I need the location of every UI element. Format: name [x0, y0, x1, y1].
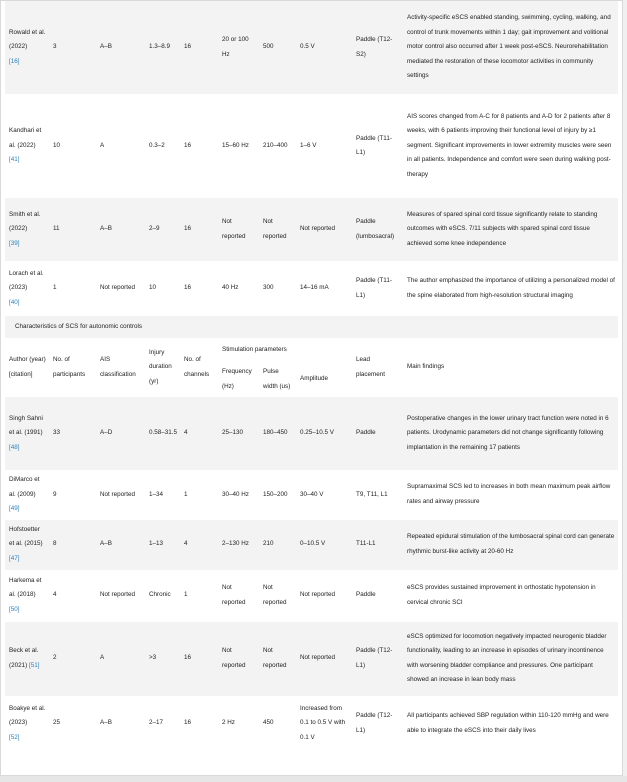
cell-participants: 25 [49, 696, 96, 752]
header-ais: AIS classification [96, 338, 145, 397]
cell-findings: The author emphasized the importance of utilizing a personalized model of the spine elaborated from high-resolution structural imaging [403, 261, 618, 316]
cell-author: Boakye et al. (2023) [52] [5, 696, 49, 752]
cell-ais: A–D [96, 397, 145, 470]
cell-amplitude: Not reported [296, 570, 352, 622]
cell-lead: Paddle (T12-S2) [352, 1, 403, 94]
cell-amplitude: 0.5 V [296, 1, 352, 94]
cell-amplitude: Increased from 0.1 to 0.5 V with 0.1 V [296, 696, 352, 752]
cell-participants: 2 [49, 622, 96, 696]
bottom-bar [0, 776, 627, 782]
cell-author: Rowald et al. (2022) [16] [5, 1, 49, 94]
citation-link[interactable]: [48] [9, 443, 20, 451]
table-row [5, 94, 618, 198]
cell-participants: 9 [49, 470, 96, 520]
header-channels: No. of channels [180, 338, 218, 397]
cell-lead: Paddle (T11-L1) [352, 261, 403, 316]
cell-findings: eSCS optimized for locomotion negatively impacted neurogenic bladder functionality, leading to an increase in episodes of urinary incontinence with worsening bladder compliance and pressures. One participant showed an increase in lean body mass [403, 622, 618, 696]
table-row [5, 570, 618, 622]
header-author: Author (year) [citation] [5, 338, 49, 397]
citation-link[interactable]: [41] [9, 156, 20, 164]
table-row [5, 1, 618, 94]
cell-duration: 2–9 [145, 198, 180, 261]
section-title: Characteristics of SCS for autonomic controls [5, 316, 618, 338]
cell-author: Beck et al. (2021) [51] [5, 622, 49, 696]
cell-frequency: Not reported [218, 198, 259, 261]
cell-pulse-width: 450 [259, 696, 296, 752]
cell-duration: 0.58–31.5 [145, 397, 180, 470]
cell-pulse-width: 210–400 [259, 94, 296, 198]
table-row [5, 622, 618, 696]
cell-ais: Not reported [96, 261, 145, 316]
cell-findings: AIS scores changed from A-C for 8 patients and A-D for 2 patients after 8 weeks, with 6 patients improving their functional level of injury by ≥1 segment. Significant improvements in lower extremity muscles were seen in all patients. Independence and comfort were seen during walking post-therapy [403, 94, 618, 198]
cell-author: Hofstoetter et al. (2015) [47] [5, 520, 49, 570]
study-table [5, 1, 618, 752]
cell-ais: Not reported [96, 570, 145, 622]
cell-findings: Postoperative changes in the lower urinary tract function were noted in 6 patients. Urodynamic parameters did not change significantly following implantation in the remaining 17 patients [403, 397, 618, 470]
cell-findings: Measures of spared spinal cord tissue significantly relate to standing outcomes with eSCS. 7/11 subjects with spared spinal cord tissue achieved some knee independence [403, 198, 618, 261]
header-participants: No. of participants [49, 338, 96, 397]
header-findings: Main findings [403, 338, 618, 397]
cell-channels: 1 [180, 570, 218, 622]
header-row [5, 338, 618, 362]
cell-pulse-width: Not reported [259, 198, 296, 261]
cell-channels: 16 [180, 696, 218, 752]
cell-duration: >3 [145, 622, 180, 696]
cell-amplitude: 1–6 V [296, 94, 352, 198]
cell-channels: 1 [180, 470, 218, 520]
cell-duration: 10 [145, 261, 180, 316]
cell-findings: Activity-specific eSCS enabled standing, swimming, cycling, walking, and control of trunk movements within 1 day; gait improvement and volitional motor control also occurred after 1 week post-eSCS. Neurorehabilitation mediated the restoration of these locomotor activities in community settings [403, 1, 618, 94]
citation-link[interactable]: [39] [9, 239, 20, 247]
cell-channels: 16 [180, 1, 218, 94]
table-row [5, 397, 618, 470]
cell-duration: 0.3–2 [145, 94, 180, 198]
cell-pulse-width: Not reported [259, 622, 296, 696]
table-row [5, 198, 618, 261]
cell-frequency: 20 or 100 Hz [218, 1, 259, 94]
table-row [5, 261, 618, 316]
cell-author: Singh Sahni et al. (1991) [48] [5, 397, 49, 470]
cell-lead: Paddle (T12-L1) [352, 622, 403, 696]
cell-amplitude: 30–40 V [296, 470, 352, 520]
cell-participants: 33 [49, 397, 96, 470]
cell-duration: 1–34 [145, 470, 180, 520]
cell-duration: 2–17 [145, 696, 180, 752]
cell-ais: Not reported [96, 470, 145, 520]
cell-findings: Repeated epidural stimulation of the lumbosacral spinal cord can generate rhythmic burst-like activity at 20-60 Hz [403, 520, 618, 570]
cell-frequency: 15–60 Hz [218, 94, 259, 198]
cell-ais: A–B [96, 1, 145, 94]
header-frequency: Frequency (Hz) [218, 362, 259, 397]
cell-duration: 1.3–8.9 [145, 1, 180, 94]
cell-channels: 4 [180, 520, 218, 570]
citation-link[interactable]: [47] [9, 554, 20, 562]
cell-channels: 16 [180, 94, 218, 198]
cell-lead: Paddle (T12-L1) [352, 696, 403, 752]
cell-author: Smith et al. (2022) [39] [5, 198, 49, 261]
citation-link[interactable]: [50] [9, 605, 20, 613]
cell-channels: 16 [180, 261, 218, 316]
cell-channels: 16 [180, 622, 218, 696]
cell-participants: 8 [49, 520, 96, 570]
cell-findings: Supramaximal SCS led to increases in both mean maximum peak airflow rates and airway pressure [403, 470, 618, 520]
cell-pulse-width: 210 [259, 520, 296, 570]
cell-pulse-width: Not reported [259, 570, 296, 622]
cell-participants: 11 [49, 198, 96, 261]
cell-pulse-width: 500 [259, 1, 296, 94]
cell-author: Harkema et al. (2018) [50] [5, 570, 49, 622]
citation-link[interactable]: [16] [9, 57, 20, 65]
cell-duration: 1–13 [145, 520, 180, 570]
citation-link[interactable]: [40] [9, 298, 20, 306]
cell-lead: T9, T11, L1 [352, 470, 403, 520]
cell-pulse-width: 300 [259, 261, 296, 316]
cell-author: DiMarco et al. (2009) [49] [5, 470, 49, 520]
header-lead: Lead placement [352, 338, 403, 397]
cell-lead: Paddle (lumbosacral) [352, 198, 403, 261]
cell-amplitude: 0–10.5 V [296, 520, 352, 570]
cell-lead: Paddle (T11-L1) [352, 94, 403, 198]
cell-pulse-width: 150–200 [259, 470, 296, 520]
cell-ais: A [96, 622, 145, 696]
cell-frequency: 30–40 Hz [218, 470, 259, 520]
cell-amplitude: 0.25–10.5 V [296, 397, 352, 470]
citation-link[interactable]: [51] [28, 661, 40, 669]
cell-participants: 10 [49, 94, 96, 198]
table-row [5, 470, 618, 520]
citation-link[interactable]: [49] [9, 505, 20, 512]
cell-frequency: 2 Hz [218, 696, 259, 752]
cell-findings: All participants achieved SBP regulation within 110-120 mmHg and were able to integrate the eSCS into their daily lives [403, 696, 618, 752]
cell-pulse-width: 180–450 [259, 397, 296, 470]
cell-ais: A–B [96, 198, 145, 261]
cell-lead: T11-L1 [352, 520, 403, 570]
cell-participants: 1 [49, 261, 96, 316]
cell-frequency: 2–130 Hz [218, 520, 259, 570]
cell-ais: A–B [96, 696, 145, 752]
header-stimulation: Stimulation parameters [218, 338, 352, 362]
cell-author: Kandhari et al. (2022) [41] [5, 94, 49, 198]
cell-lead: Paddle [352, 570, 403, 622]
section-row [5, 316, 618, 338]
cell-duration: Chronic [145, 570, 180, 622]
cell-author: Lorach et al. (2023) [40] [5, 261, 49, 316]
cell-amplitude: Not reported [296, 622, 352, 696]
header-pulse-width: Pulse width (us) [259, 362, 296, 397]
header-duration: Injury duration (yr) [145, 338, 180, 397]
table-row [5, 520, 618, 570]
cell-frequency: Not reported [218, 622, 259, 696]
table-row [5, 696, 618, 752]
cell-ais: A [96, 94, 145, 198]
cell-participants: 4 [49, 570, 96, 622]
cell-frequency: Not reported [218, 570, 259, 622]
cell-participants: 3 [49, 1, 96, 94]
cell-amplitude: 14–16 mA [296, 261, 352, 316]
cell-findings: eSCS provides sustained improvement in orthostatic hypotension in cervical chronic SCI [403, 570, 618, 622]
cell-channels: 4 [180, 397, 218, 470]
cell-frequency: 25–130 [218, 397, 259, 470]
cell-channels: 16 [180, 198, 218, 261]
header-amplitude: Amplitude [296, 362, 352, 397]
cell-ais: A–B [96, 520, 145, 570]
cell-lead: Paddle [352, 397, 403, 470]
citation-link[interactable]: [52] [9, 733, 20, 741]
cell-frequency: 40 Hz [218, 261, 259, 316]
cell-amplitude: Not reported [296, 198, 352, 261]
